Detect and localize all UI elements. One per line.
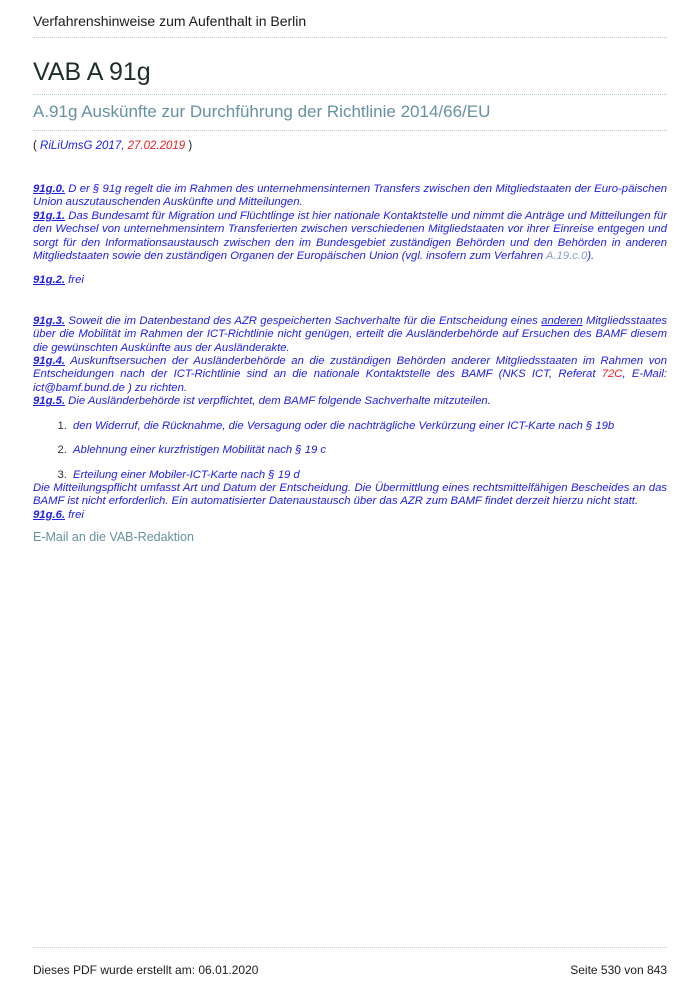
verfahren-a19c0-link[interactable]: A.19.c.0 <box>545 250 588 263</box>
para-label-91g4: 91g.4. <box>33 355 66 368</box>
paragraph-91g6 <box>33 509 667 522</box>
list-item: 2. Ablehnung einer kurzfristigen Mobilität nach § 19 c <box>70 444 667 457</box>
revision-law: RiLiUmsG 2017, <box>40 140 125 152</box>
page-footer <box>33 947 667 977</box>
para-label-91g2: 91g.2. <box>33 274 66 287</box>
para-label-91g6: 91g.6. <box>33 508 66 521</box>
para-text-91g4-mid: , E-Mail: <box>622 368 667 381</box>
body-content <box>33 183 667 546</box>
paragraph-91g3 <box>33 315 667 355</box>
para-label-91g3: 91g.3. <box>33 314 66 327</box>
section-heading: A.91g Auskünfte zur Durchführung der Richtlinie 2014/66/EU <box>33 102 667 131</box>
paragraph-91g0 <box>33 183 667 210</box>
para-text-91g3: Soweit die im Datenbestand des AZR gespeicherten Sachverhalte für die Entscheidung eines <box>68 314 542 327</box>
list-item: 1. den Widerruf, die Rücknahme, die Versagung oder die nachträgliche Verkürzung einer ICT-Karte nach § 19b <box>70 420 667 433</box>
footer-page-number: Seite 530 von 843 <box>570 963 667 977</box>
para-text-91g4-end: ) zu richten. <box>124 381 188 394</box>
para-text-91g1-end: ). <box>587 250 595 263</box>
paragraph-closing: Die Mitteilungspflicht umfasst Art und Datum der Entscheidung. Die Übermittlung eines rechtsmittelfähigen Bescheides an das BAMF ist nicht erforderlich. Ein automatisierter Datenaustausch über das AZR zum BAMF findet derzeit hierzu nicht statt. <box>33 481 667 508</box>
referat-code: 72C <box>601 368 623 381</box>
para-label-91g1: 91g.1. <box>33 209 66 222</box>
revision-open-paren: ( <box>33 140 37 152</box>
para-text-91g6: frei <box>68 508 84 521</box>
para-text-91g3-end: Mitgliedsstaates über die Mobilität im Rahmen der ICT-Richtlinie nicht genügen, erteilt die Ausländerbehörde auf Ersuchen des BAMF diesem die gewünschten Auskünfte aus der Ausländerakte. <box>33 314 667 354</box>
revision-close-paren: ) <box>188 140 193 152</box>
para-text-91g2: frei <box>68 274 84 287</box>
para-label-91g0: 91g.0. <box>33 183 66 195</box>
page-title: VAB A 91g <box>33 58 667 95</box>
para-text-91g5: Die Ausländerbehörde ist verpflichtet, dem BAMF folgende Sachverhalte mitzuteilen. <box>68 395 491 408</box>
paragraph-91g5 <box>33 395 667 408</box>
para-text-91g1: Das Bundesamt für Migration und Flüchtlinge ist hier nationale Kontaktstelle und nimmt die Anträge und Mitteilungen für den Wechsel von unternehmensintern Transferierten zwischen verschiedenen Mitgliedstaaten vor ihrer Einreise entgegen und sorgt für den Informationsaustausch zwischen den im Bundesgebiet zuständigen Behörden und den Behörden in anderen Mitgliedstaaten sowie den zuständigen Organen der Europäischen Union (vgl. insofern zum Verfahren <box>33 209 667 263</box>
bamf-email-link[interactable]: ict@bamf.bund.de <box>33 381 125 394</box>
para-text-91g3-underlined: anderen <box>541 314 583 327</box>
paragraph-91g1 <box>33 210 667 264</box>
list-item: 3. Erteilung einer Mobiler-ICT-Karte nach § 19 d <box>70 469 667 482</box>
paragraph-91g2 <box>33 274 667 287</box>
paragraph-91g4 <box>33 355 667 395</box>
vab-redaktion-email-link[interactable]: E-Mail an die VAB-Redaktion <box>33 530 194 545</box>
footer-created-date: Dieses PDF wurde erstellt am: 06.01.2020 <box>33 963 259 977</box>
para-text-91g0: D er § 91g regelt die im Rahmen des unternehmensinternen Transfers zwischen den Mitgliedstaaten der Euro-päischen Union auszutauschenden Auskünfte und Mitteilungen. <box>33 183 668 209</box>
revision-date: 27.02.2019 <box>127 140 186 152</box>
para-text-91g4: Auskunftsersuchen der Ausländerbehörde an die zuständigen Behörden anderer Mitgliedsstaaten im Rahmen von Entscheidungen nach der ICT-Richtlinie sind an die nationale Kontaktstelle des BAMF (NKS ICT, Referat <box>33 355 667 381</box>
para-label-91g5: 91g.5. <box>33 395 66 408</box>
revision-line <box>33 140 667 152</box>
site-title: Verfahrenshinweise zum Aufenthalt in Berlin <box>33 13 667 38</box>
notification-list <box>55 420 667 482</box>
